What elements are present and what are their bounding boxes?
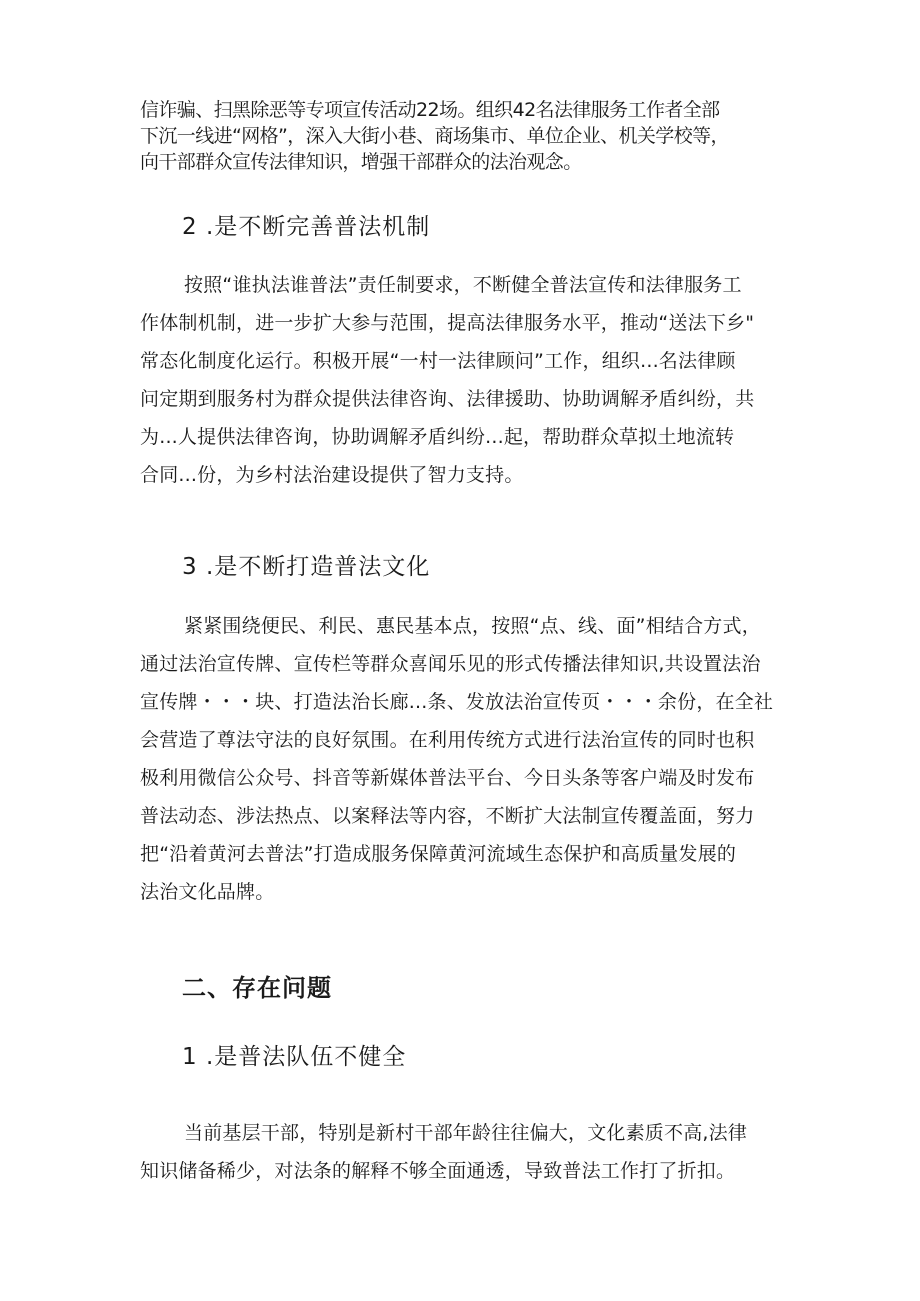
- paragraph-line: 向干部群众宣传法律知识，增强干部群众的法治观念。: [140, 151, 582, 173]
- paragraph-line: 会营造了尊法守法的良好氛围。在利用传统方式进行法治宣传的同时也积: [140, 729, 755, 751]
- paragraph-line: 问定期到服务村为群众提供法律咨询、法律援助、协助调解矛盾纠纷，共: [140, 388, 755, 410]
- paragraph-line: 为...人提供法律咨询，协助调解矛盾纠纷...起，帮助群众草拟土地流转: [140, 426, 735, 448]
- paragraph-line: 常态化制度化运行。积极开展“一村一法律顾问”工作，组织...名法律顾: [140, 350, 736, 372]
- paragraph-line: 合同...份，为乡村法治建设提供了智力支持。: [140, 464, 524, 486]
- paragraph-line: 把“沿着黄河去普法”打造成服务保障黄河流域生态保护和高质量发展的: [140, 843, 737, 865]
- paragraph-line: 通过法治宣传牌、宣传栏等群众喜闻乐见的形式传播法律知识,共设置法治: [140, 653, 761, 675]
- paragraph-line: 按照“谁执法谁普法”责任制要求，不断健全普法宣传和法律服务工: [184, 274, 742, 296]
- paragraph-line: 当前基层干部，特别是新村干部年龄往往偏大，文化素质不高,法律: [184, 1122, 748, 1144]
- paragraph-line: 下沉一线进“网格”，深入大街小巷、商场集市、单位企业、机关学校等，: [140, 125, 729, 147]
- problem-heading-1: 1 .是普法队伍不健全: [182, 1044, 407, 1070]
- section-heading-3: 3 .是不断打造普法文化: [182, 554, 431, 580]
- paragraph-line: 普法动态、涉法热点、以案释法等内容，不断扩大法制宣传覆盖面，努力: [140, 805, 755, 827]
- paragraph-line: 极利用微信公众号、抖音等新媒体普法平台、今日头条等客户端及时发布: [140, 767, 755, 789]
- paragraph-line: 紧紧围绕便民、利民、惠民基本点，按照“点、线、面”相结合方式，: [184, 615, 761, 637]
- paragraph-line: 作体制机制，进一步扩大参与范围，提高法律服务水平，推动“送法下乡": [140, 312, 755, 334]
- paragraph-line: 宣传牌・・・块、打造法治长廊...条、发放法治宣传页・・・余份，在全社: [140, 691, 774, 713]
- paragraph-line: 知识储备稀少，对法条的解释不够全面通透，导致普法工作打了折扣。: [140, 1160, 736, 1182]
- section-heading-2: 2 .是不断完善普法机制: [182, 214, 431, 240]
- paragraph-line: 信诈骗、扫黑除恶等专项宣传活动22场。组织42名法律服务工作者全部: [140, 99, 720, 121]
- section-title: 二、存在问题: [182, 974, 332, 1002]
- paragraph-line: 法治文化品牌。: [140, 881, 275, 903]
